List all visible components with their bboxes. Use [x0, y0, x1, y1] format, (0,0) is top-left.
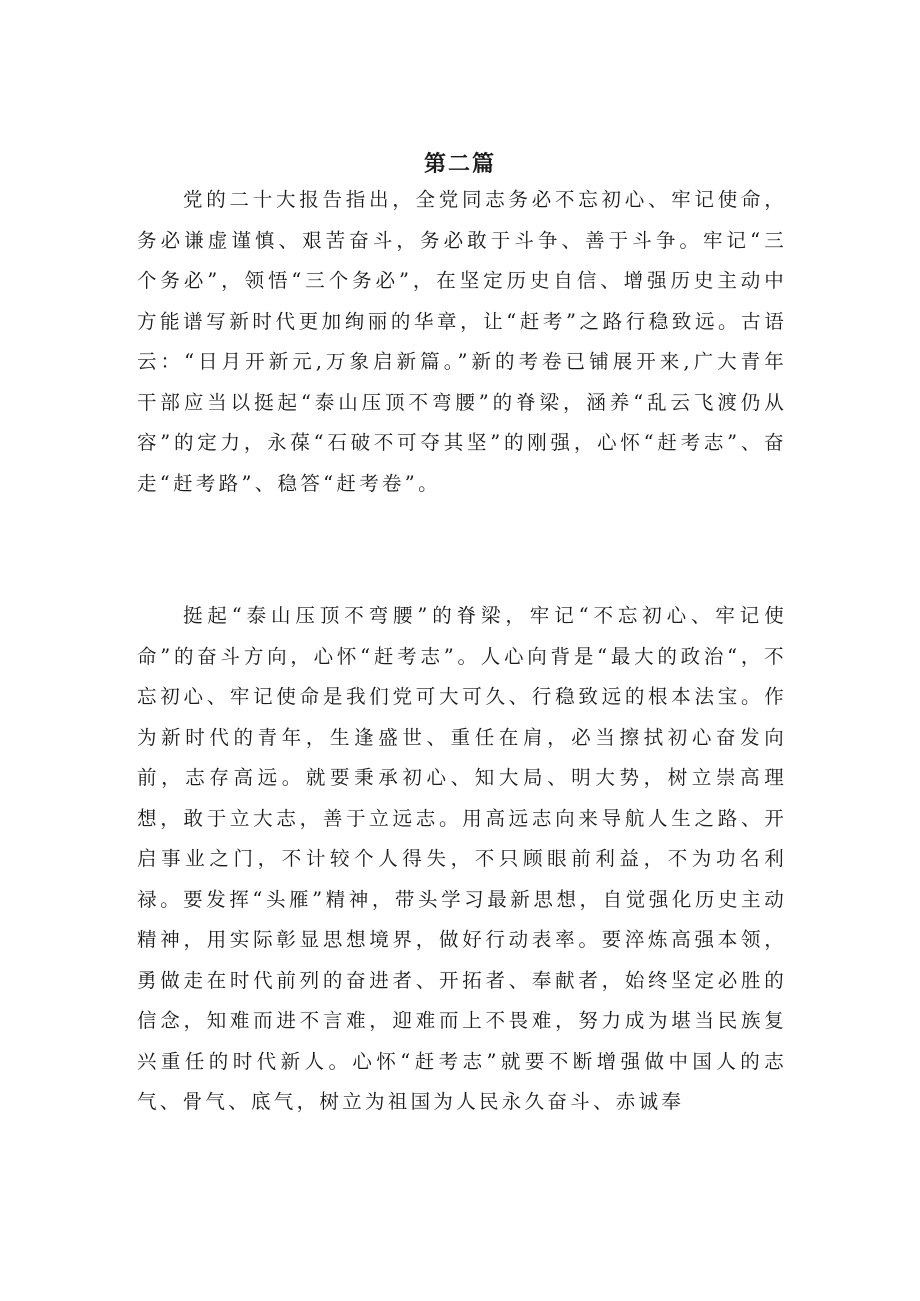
paragraph-1: 党的二十大报告指出，全党同志务必不忘初心、牢记使命，务必谦虚谨慎、艰苦奋斗，务必敢于斗争、善于斗争。牢记“三个务必”，领悟“三个务必”，在坚定历史自信、增强历史主动中方能谱写新时代更加绚丽的华章，让“赶考”之路行稳致远。古语云：“日月开新元,万象启新篇。”新的考卷已铺展开来,广大青年干部应当以挺起“泰山压顶不弯腰”的脊梁，涵养“乱云飞渡仍从容”的定力，永葆“石破不可夺其坚”的刚强，心怀“赶考志”、奋走“赶考路”、稳答“赶考卷”。	[137, 188, 787, 495]
paragraph-2: 挺起“泰山压顶不弯腰”的脊梁，牢记“不忘初心、牢记使命”的奋斗方向，心怀“赶考志”。人心向背是“最大的政治“，不忘初心、牢记使命是我们党可大可久、行稳致远的根本法宝。作为新时代的青年，生逢盛世、重任在肩，必当擦拭初心奋发向前，志存高远。就要秉承初心、知大局、明大势，树立崇高理想，敢于立大志，善于立远志。用高远志向来导航人生之路、开启事业之门，不计较个人得失，不只顾眼前利益，不为功名利禄。要发挥“头雁”精神，带头学习最新思想，自觉强化历史主动精神，用实际彰显思想境界，做好行动表率。要淬炼高强本领，勇做走在时代前列的奋进者、开拓者、奉献者，始终坚定必胜的信念，知难而进不言难，迎难而上不畏难，努力成为堪当民族复兴重任的时代新人。心怀“赶考志”就要不断增强做中国人的志气、骨气、底气，树立为祖国为人民永久奋斗、赤诚奉	[137, 604, 787, 1113]
document-title: 第二篇	[423, 152, 496, 177]
